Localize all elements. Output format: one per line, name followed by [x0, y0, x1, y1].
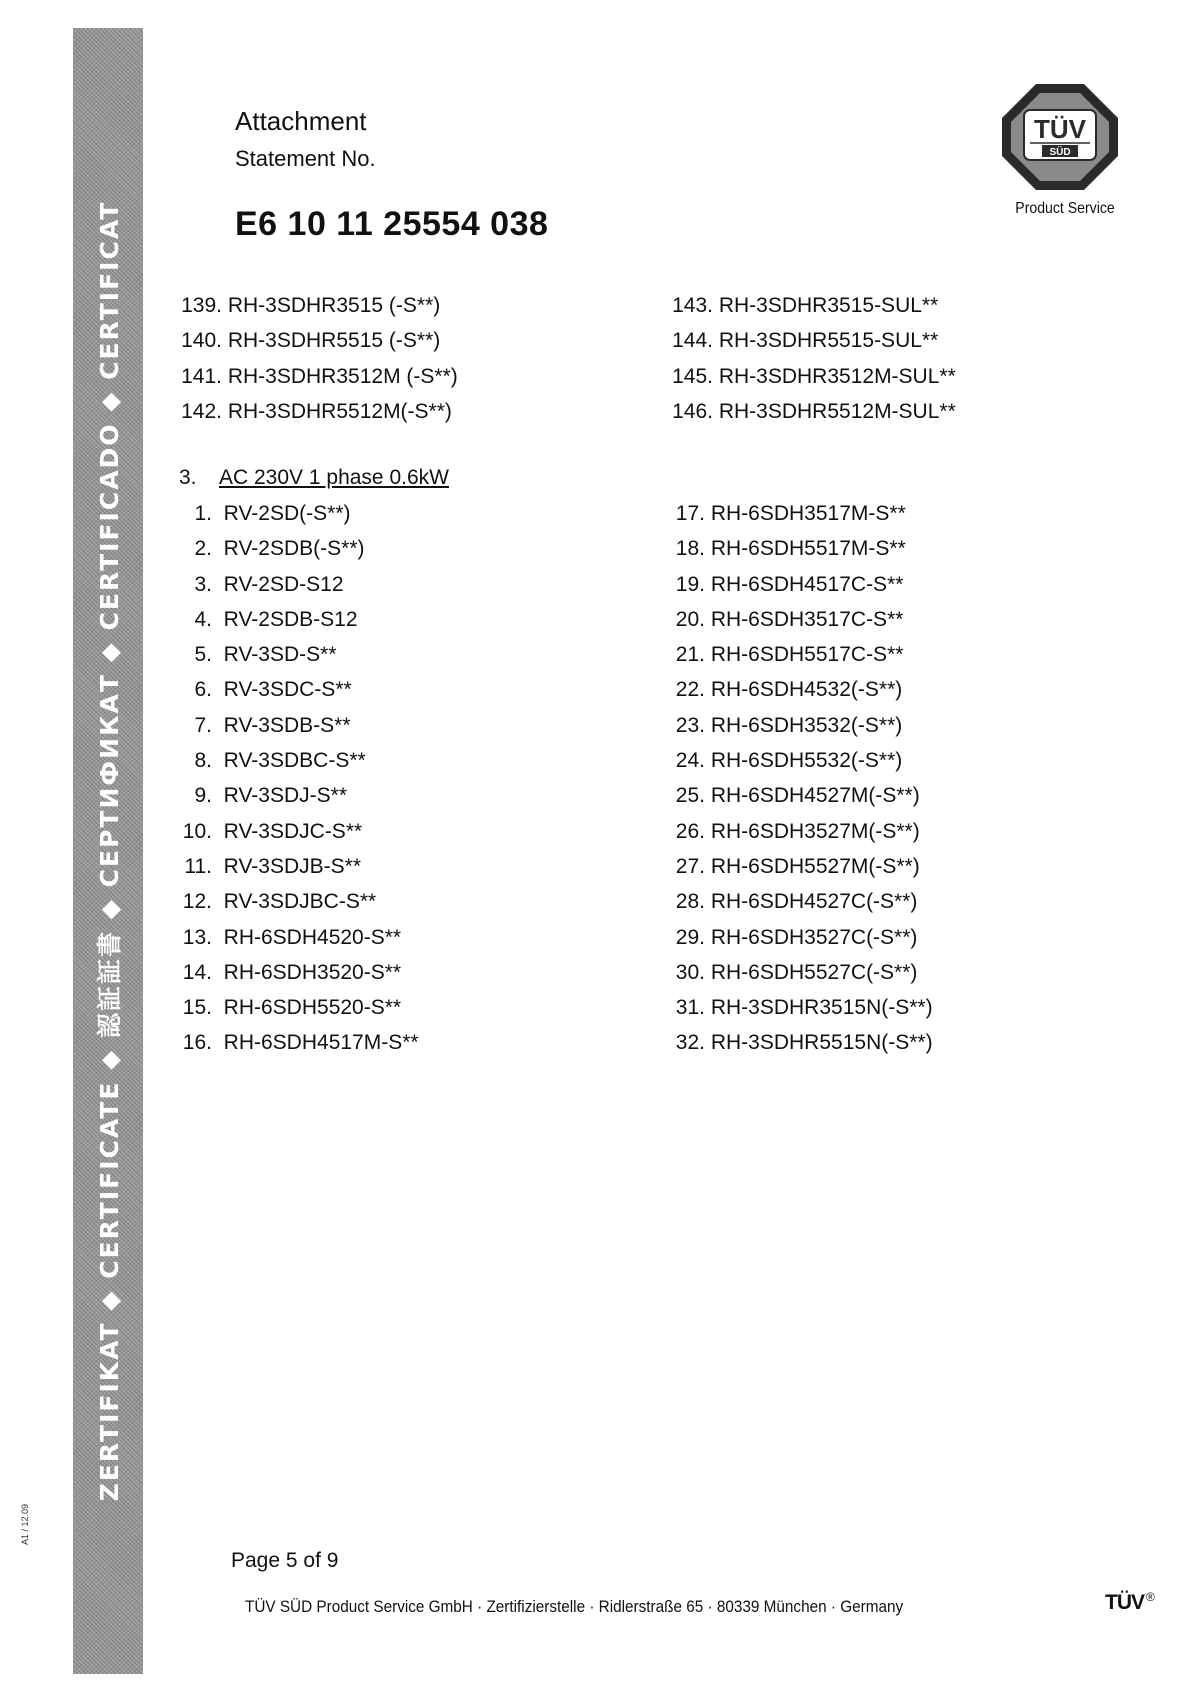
- item-number: 20.: [675, 607, 705, 631]
- item-number: 8.: [194, 749, 212, 773]
- item-number: 18.: [675, 537, 705, 561]
- item-number: 24.: [675, 749, 705, 773]
- item-model: RH-3SDHR3512M (-S**): [227, 364, 458, 388]
- list-item: [179, 531, 419, 566]
- item-number: 144.: [672, 329, 713, 353]
- list-item: [670, 990, 933, 1025]
- tuv-sud-logo: [1000, 82, 1120, 192]
- logo-caption: Product Service: [1015, 200, 1115, 217]
- item-number: 5.: [194, 643, 212, 667]
- item-number: 139.: [181, 294, 222, 317]
- item-model: RH-6SDH5527M(-S**): [710, 854, 920, 878]
- footer-address: TÜV SÜD Product Service GmbH · Zertifizierstelle · Ridlerstraße 65 · 80339 München · Germany: [245, 1597, 904, 1616]
- item-number: 29.: [675, 925, 705, 949]
- list-item: [179, 1025, 419, 1060]
- item-model: RV-2SDB(-S**): [223, 537, 365, 561]
- list-item: [670, 708, 933, 743]
- logo-top-text: TÜV: [1034, 114, 1086, 144]
- item-number: 10.: [182, 819, 212, 843]
- item-model: RV-2SDB-S12: [223, 607, 358, 631]
- logo-bottom-text: SÜD: [1049, 147, 1071, 158]
- item-number: 7.: [194, 713, 212, 737]
- item-number: 145.: [672, 364, 713, 388]
- list-item: [179, 288, 458, 323]
- item-number: 1.: [194, 502, 212, 525]
- list-item: [179, 778, 419, 813]
- list-item: [670, 394, 956, 429]
- item-number: 6.: [194, 678, 212, 702]
- list-item: [670, 955, 933, 990]
- item-number: 19.: [675, 572, 705, 596]
- item-model: RH-3SDHR3515N(-S**): [710, 996, 933, 1020]
- list-item: [670, 637, 933, 672]
- attachment-title: Attachment: [235, 106, 367, 136]
- item-number: 28.: [675, 890, 705, 914]
- list-item: [179, 814, 419, 849]
- item-number: 4.: [194, 607, 212, 631]
- section-number: 3.: [179, 466, 197, 489]
- top-list-right: [670, 288, 956, 429]
- list-item: [670, 323, 956, 358]
- item-number: 9.: [194, 784, 212, 808]
- side-banner-text: ZERTIFIKAT ◆ CERTIFICATE ◆ 認証証書 ◆ СЕРТИФИКАТ ◆ CERTIFICADO ◆ CERTIFICAT: [95, 200, 124, 1502]
- item-number: 25.: [675, 784, 705, 808]
- list-item: [670, 884, 933, 919]
- list-item: [670, 602, 933, 637]
- list-item: [670, 814, 933, 849]
- item-model: RH-6SDH5532(-S**): [710, 749, 903, 773]
- item-model: RV-2SD(-S**): [223, 502, 351, 525]
- section-heading: [179, 466, 449, 490]
- statement-label: Statement No.: [235, 146, 376, 171]
- item-model: RH-6SDH3527M(-S**): [710, 819, 920, 843]
- item-number: 3.: [194, 572, 212, 596]
- list-item: [670, 920, 933, 955]
- item-model: RH-6SDH5527C(-S**): [710, 960, 918, 984]
- item-model: RV-3SDJBC-S**: [223, 890, 377, 914]
- item-model: RH-3SDHR3515-SUL**: [718, 294, 939, 317]
- list-item: [670, 496, 933, 531]
- item-model: RH-3SDHR3515 (-S**): [227, 294, 441, 317]
- list-item: [179, 849, 419, 884]
- item-model: RH-6SDH3517C-S**: [710, 607, 904, 631]
- list-item: [670, 288, 956, 323]
- item-model: RH-3SDHR3512M-SUL**: [718, 364, 956, 388]
- item-number: 30.: [675, 960, 705, 984]
- item-number: 13.: [182, 925, 212, 949]
- list-item: [179, 602, 419, 637]
- item-model: RV-3SDJC-S**: [223, 819, 363, 843]
- list-item: [179, 743, 419, 778]
- certificate-side-banner: [73, 28, 143, 1674]
- item-number: 23.: [675, 713, 705, 737]
- list-item: [670, 778, 933, 813]
- list-item: [670, 1025, 933, 1060]
- item-number: 12.: [182, 890, 212, 914]
- item-number: 21.: [675, 643, 705, 667]
- item-model: RH-3SDHR5515N(-S**): [710, 1031, 933, 1055]
- list-item: [179, 637, 419, 672]
- tuv-footer-mark: [1105, 1590, 1154, 1615]
- item-model: RH-6SDH5517M-S**: [710, 537, 906, 561]
- section-title: AC 230V 1 phase 0.6kW: [219, 466, 449, 489]
- list-item: [179, 920, 419, 955]
- top-list-left: [179, 288, 458, 429]
- item-number: 32.: [675, 1031, 705, 1055]
- tuv-mark-text: TÜV: [1105, 1591, 1144, 1614]
- list-item: [179, 359, 458, 394]
- item-model: RH-6SDH5520-S**: [223, 996, 402, 1020]
- item-number: 146.: [672, 399, 713, 423]
- item-model: RH-3SDHR5515 (-S**): [227, 329, 441, 353]
- item-model: RH-3SDHR5515-SUL**: [718, 329, 939, 353]
- item-model: RH-6SDH5517C-S**: [710, 643, 904, 667]
- item-model: RH-6SDH4520-S**: [223, 925, 402, 949]
- section-list-right: [670, 496, 933, 1061]
- item-model: RV-2SD-S12: [223, 572, 344, 596]
- list-item: [670, 849, 933, 884]
- list-item: [179, 955, 419, 990]
- list-item: [179, 708, 419, 743]
- statement-number: E6 10 11 25554 038: [235, 205, 549, 243]
- item-number: 26.: [675, 819, 705, 843]
- list-item: [179, 496, 419, 531]
- list-item: [670, 359, 956, 394]
- item-model: RV-3SD-S**: [223, 643, 337, 667]
- item-model: RH-6SDH3517M-S**: [710, 502, 906, 525]
- item-number: 16.: [182, 1031, 212, 1055]
- list-item: [179, 884, 419, 919]
- item-number: 141.: [181, 364, 222, 388]
- list-item: [670, 567, 933, 602]
- section-list-left: [179, 496, 419, 1061]
- item-model: RH-6SDH4517C-S**: [710, 572, 904, 596]
- form-code: A1 / 12.09: [20, 1503, 30, 1545]
- list-item: [670, 743, 933, 778]
- item-number: 22.: [675, 678, 705, 702]
- item-number: 27.: [675, 854, 705, 878]
- list-item: [179, 567, 419, 602]
- item-model: RH-3SDHR5512M(-S**): [227, 399, 452, 423]
- item-number: 15.: [182, 996, 212, 1020]
- list-item: [179, 323, 458, 358]
- item-model: RH-6SDH3532(-S**): [710, 713, 903, 737]
- item-number: 140.: [181, 329, 222, 353]
- item-model: RH-6SDH3520-S**: [223, 960, 402, 984]
- item-model: RV-3SDBC-S**: [223, 749, 366, 773]
- item-number: 143.: [672, 294, 713, 317]
- item-model: RV-3SDJB-S**: [223, 854, 362, 878]
- item-model: RV-3SDB-S**: [223, 713, 351, 737]
- list-item: [179, 990, 419, 1025]
- item-number: 31.: [675, 996, 705, 1020]
- item-model: RV-3SDC-S**: [223, 678, 352, 702]
- item-number: 11.: [184, 854, 212, 878]
- item-model: RH-6SDH4532(-S**): [710, 678, 903, 702]
- item-model: RH-6SDH4527C(-S**): [710, 890, 918, 914]
- registered-mark: ®: [1146, 1590, 1154, 1604]
- item-number: 14.: [182, 960, 212, 984]
- list-item: [179, 672, 419, 707]
- item-number: 2.: [194, 537, 212, 561]
- item-model: RH-6SDH4517M-S**: [223, 1031, 419, 1055]
- item-model: RH-3SDHR5512M-SUL**: [718, 399, 956, 423]
- item-model: RH-6SDH3527C(-S**): [710, 925, 918, 949]
- list-item: [179, 394, 458, 429]
- item-model: RV-3SDJ-S**: [223, 784, 347, 808]
- page-number: Page 5 of 9: [231, 1549, 339, 1572]
- list-item: [670, 672, 933, 707]
- item-number: 17.: [675, 502, 705, 525]
- item-number: 142.: [181, 399, 222, 423]
- item-model: RH-6SDH4527M(-S**): [710, 784, 920, 808]
- list-item: [670, 531, 933, 566]
